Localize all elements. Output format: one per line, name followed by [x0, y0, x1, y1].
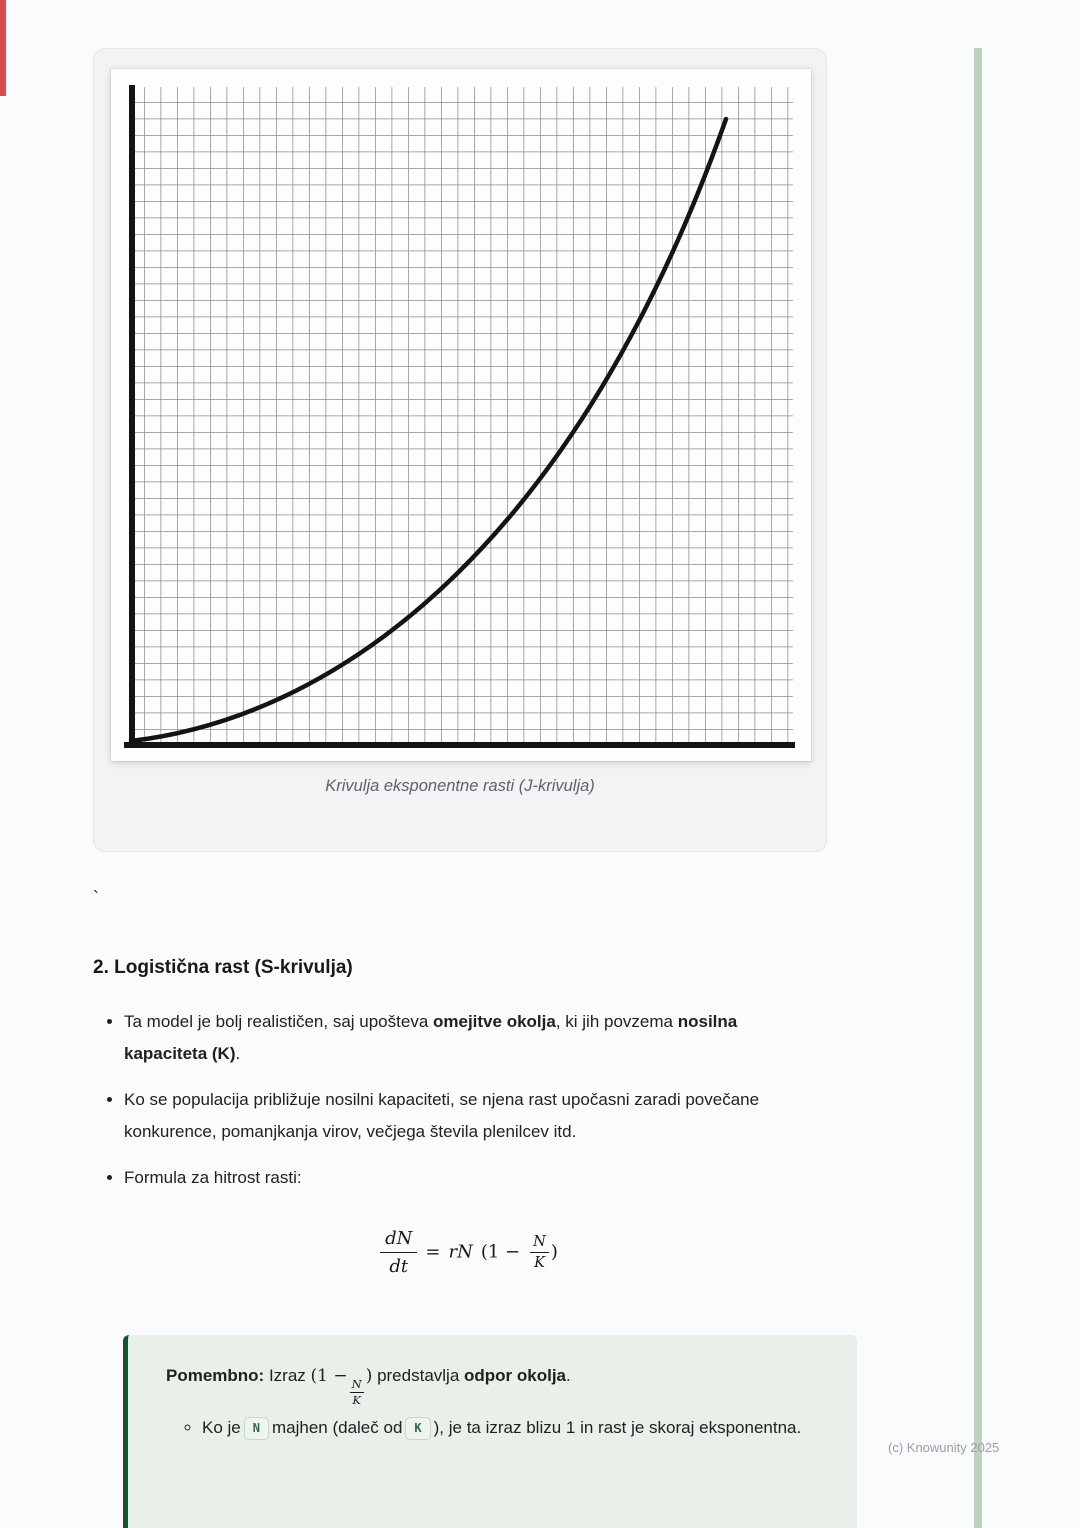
inline-code-chip-n: N	[244, 1417, 269, 1440]
text-segment: Ta model je bolj realističen, saj upošteva	[124, 1012, 433, 1031]
exponential-curve-svg	[111, 69, 811, 761]
figure-caption: Krivulja eksponentne rasti (J-krivulja)	[325, 777, 595, 795]
inline-code-chip-k: K	[405, 1417, 430, 1440]
list-item	[124, 1006, 819, 1070]
bold-text-segment: nosilna kapaciteta (K)	[124, 1012, 738, 1063]
equals-sign: =	[425, 1241, 441, 1263]
formula-numerator: dN	[380, 1228, 417, 1253]
bold-text-segment: omejitve okolja	[433, 1012, 556, 1031]
text-segment: , ki jih povzema	[555, 1012, 678, 1031]
callout-label: Pomembno:	[166, 1366, 265, 1385]
bullet-list	[95, 1006, 819, 1208]
left-edge-marker	[0, 0, 6, 96]
inline-math-numerator: N	[350, 1378, 364, 1393]
formula-rhs-numerator: N	[530, 1234, 549, 1253]
text-segment: ), je ta izraz blizu 1 in rast je skoraj eksponentna.	[433, 1418, 802, 1438]
logistic-growth-formula	[93, 1228, 827, 1277]
callout-sub-item	[202, 1411, 823, 1444]
text-segment: Ko se populacija približuje nosilni kapaciteti, se njena rast upočasni zaradi povečane konkurence, pomanjkanja virov, večjega števila plenilcev itd.	[124, 1090, 760, 1141]
callout-sub-list	[166, 1411, 823, 1444]
exponential-growth-graph	[111, 69, 811, 761]
text-segment: Formula za hitrost rasti:	[124, 1168, 302, 1187]
list-item	[124, 1162, 819, 1194]
callout-text	[166, 1359, 823, 1407]
text-segment: .	[566, 1366, 571, 1385]
text-segment: Izraz	[264, 1366, 311, 1385]
inline-math-close: )	[365, 1366, 373, 1386]
text-segment: .	[235, 1044, 241, 1063]
formula-coefficient: rN	[448, 1241, 473, 1263]
formula-denominator: dt	[389, 1256, 409, 1277]
inline-math-fraction	[350, 1378, 364, 1407]
section-heading: 2. Logistična rast (S-krivulja)	[93, 957, 353, 978]
formula-rhs-fraction	[530, 1234, 549, 1271]
watermark: (c) Knowunity 2025	[888, 1440, 1000, 1455]
formula-open-paren: (1 −	[480, 1241, 521, 1263]
text-segment: Ko je	[202, 1418, 241, 1438]
text-segment: predstavlja	[372, 1366, 465, 1385]
right-edge-stripe	[974, 48, 982, 1528]
list-item	[124, 1084, 819, 1148]
formula-rhs-denominator: K	[534, 1255, 545, 1271]
graph-grid	[131, 87, 793, 745]
text-segment: majhen (daleč od	[271, 1418, 403, 1438]
formula-close-paren: )	[550, 1241, 558, 1263]
stray-backtick: `	[93, 888, 99, 908]
callout-important	[123, 1335, 857, 1528]
inline-math-denominator: K	[352, 1393, 361, 1408]
inline-math-open: (1 −	[310, 1366, 348, 1386]
bold-text-segment: odpor okolja	[464, 1366, 567, 1385]
formula-lhs-fraction	[380, 1228, 417, 1277]
figure-card	[93, 48, 827, 852]
